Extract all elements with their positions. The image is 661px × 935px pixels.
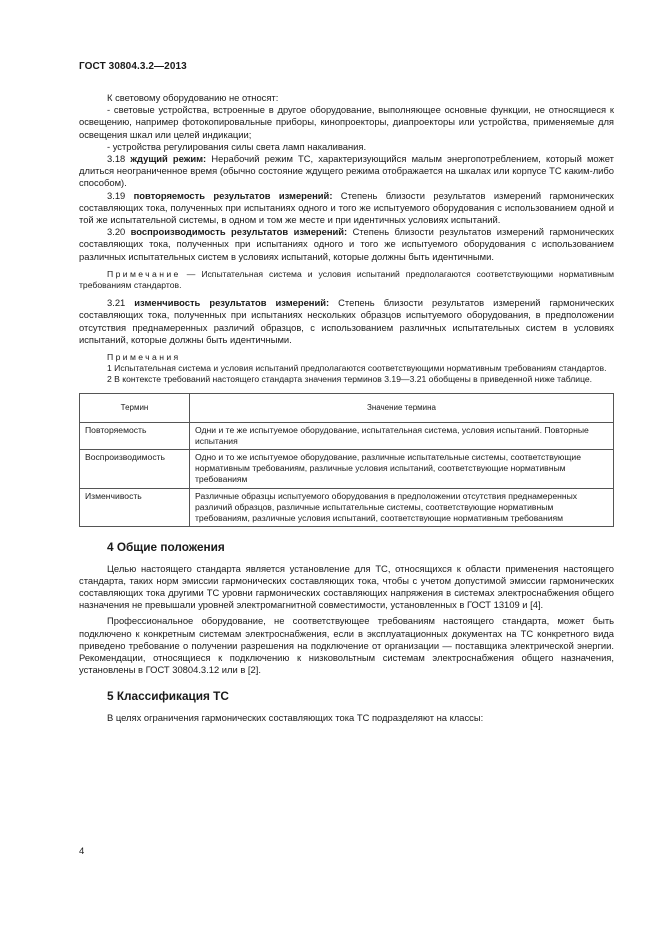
page-number: 4	[79, 846, 85, 857]
table-cell-term: Воспроизводимость	[80, 450, 190, 489]
definition-3-18: 3.18 ждущий режим: Нерабочий режим ТС, характеризующийся малым энергопотреблением, который может длиться неограниченное время (обычно состояние ждущего режима отображается на шкалах или корпусе ТС каким-либо способом).	[79, 153, 614, 189]
intro-paragraph: К световому оборудованию не относят:	[107, 92, 279, 103]
section-5-heading: 5 Классификация ТС	[107, 689, 229, 704]
page-content	[79, 92, 614, 724]
section-5-paragraph-1: В целях ограничения гармонических составляющих тока ТС подразделяют на классы:	[107, 711, 484, 723]
table-header-row	[80, 393, 614, 422]
definition-3-20: 3.20 воспроизводимость результатов измерений: Степень близости результатов измерений гармонических составляющих тока, полученных при испытаниях одного и того же испытуемого оборудования с использованием различных испытательных систем в условиях испытаний, которые должны быть идентичными.	[79, 226, 614, 262]
table-cell-term: Повторяемость	[80, 422, 190, 449]
note-label: Примечание	[107, 268, 181, 279]
notes-label: Примечания	[107, 352, 181, 363]
table-header-meaning: Значение термина	[190, 393, 614, 422]
note-item-1: 1 Испытательная система и условия испытаний предполагаются соответствующими нормативным требованиям стандартов.	[107, 363, 607, 374]
table-cell-meaning: Различные образцы испытуемого оборудования в предположении отсутствия преднамеренных различий образцов, различные испытательные системы, соответствующие нормативным требованиям, различные условия испытаний, соответствующие нормативным требованиям	[190, 488, 614, 527]
terms-table	[79, 393, 614, 528]
table-header-term: Термин	[80, 393, 190, 422]
note-item-2: 2 В контексте требований настоящего стандарта значения терминов 3.19—3.21 обобщены в приведенной ниже таблице.	[107, 374, 593, 385]
intro-item-1: - световые устройства, встроенные в другое оборудование, выполняющее основные функции, не относящиеся к освещению, например фотокопировальные приборы, кинопроекторы, диапроекторы или устройства, применяемые для освещения шкал или целей индикации;	[79, 104, 614, 140]
table-cell-meaning: Одни и те же испытуемое оборудование, испытательная система, условия испытаний. Повторные испытания	[190, 422, 614, 449]
note-single: Примечание — Испытательная система и условия испытаний предполагаются соответствующими нормативным требованиям стандартов.	[79, 268, 614, 291]
section-4-paragraph-1: Целью настоящего стандарта является установление для ТС, относящихся к области применения настоящего стандарта, таких норм эмиссии гармонических составляющих тока, чтобы с учетом допустимой эмиссии гармонических составляющих тока другими ТС уровни гармонических составляющих напряжения в системах электроснабжения общего назначения не превышали уровней электромагнитной совместимости, установленных в ГОСТ 13109 и [4].	[79, 562, 614, 611]
table-row	[80, 450, 614, 489]
table-cell-meaning: Одно и то же испытуемое оборудование, различные испытательные системы, соответствующие нормативным требованиям, различные условия испытаний, соответствующие нормативным требованиям	[190, 450, 614, 489]
table-cell-term: Изменчивость	[80, 488, 190, 527]
definition-3-19: 3.19 повторяемость результатов измерений: Степень близости результатов измерений гармонических составляющих тока, полученных при испытаниях одного и того же испытуемого оборудования с использованием одной и той же испытательной системы, в одном и том же месте и при идентичных условиях испытаний.	[79, 189, 614, 226]
document-header: ГОСТ 30804.3.2—2013	[79, 61, 187, 72]
table-row	[80, 488, 614, 527]
table-row	[80, 422, 614, 449]
section-4-paragraph-2: Профессиональное оборудование, не соответствующее требованиям настоящего стандарта, может быть подключено к конкретным системам электроснабжения, если в эксплуатационных документах на ТС конкретного вида приведено требование о получении разрешения на подключение от организации — поставщика электрической энергии. Рекомендации, относящиеся к подключению к низковольтным системам электроснабжения общего назначения, установлены в ГОСТ 30804.3.12 или в [2].	[79, 615, 614, 676]
definition-3-21: 3.21 изменчивость результатов измерений: Степень близости результатов измерений гармонических составляющих тока, полученных при испытаниях нескольких образцов испытуемого оборудования, в предположении отсутствия преднамеренных различий образцов, с использованием различных испытательных систем в условиях испытаний, которые должны быть идентичными.	[79, 297, 615, 345]
section-4-heading: 4 Общие положения	[107, 540, 225, 555]
intro-item-2: - устройства регулирования силы света ламп накаливания.	[107, 140, 367, 152]
